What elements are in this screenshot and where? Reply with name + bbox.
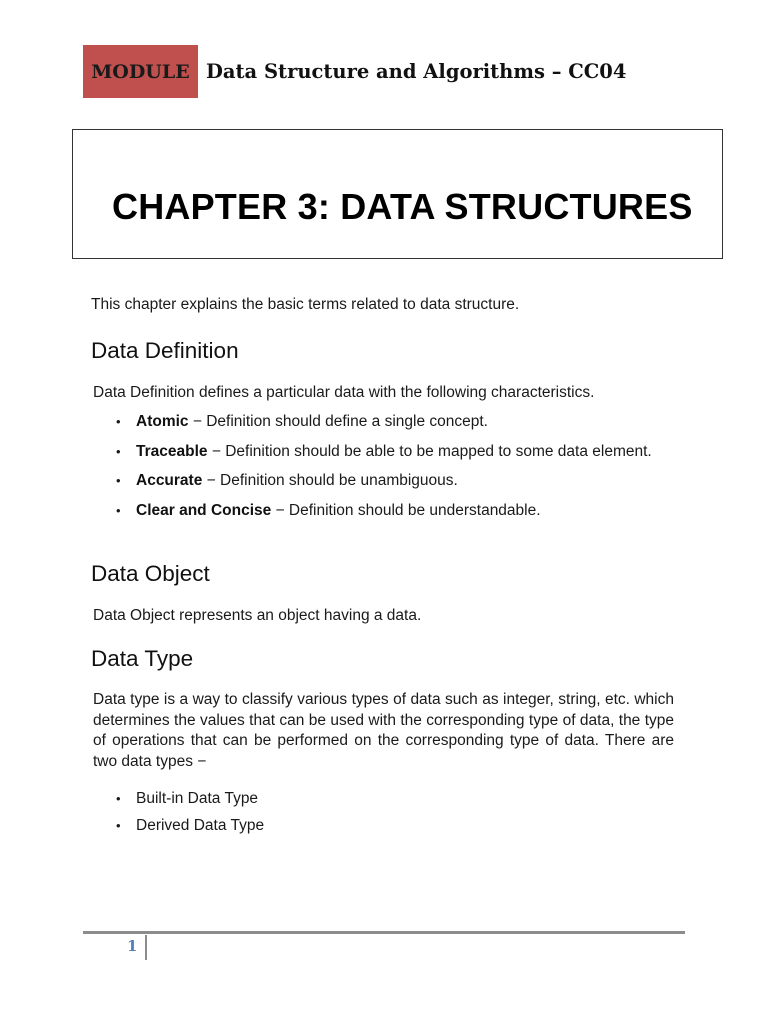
list-item	[110, 471, 675, 492]
page-number: 1	[127, 937, 138, 955]
bullet-icon: •	[116, 473, 121, 488]
bullet-icon: •	[116, 414, 121, 429]
heading-data-type: Data Type	[91, 646, 194, 671]
list-item	[110, 816, 675, 837]
page-number-divider	[145, 935, 147, 960]
chapter-title-box	[72, 129, 723, 259]
characteristics-list	[110, 412, 675, 521]
term-clear-concise: Clear and Concise	[136, 501, 272, 519]
data-type-builtin: Built-in Data Type	[136, 790, 259, 807]
term-accurate: Accurate	[136, 472, 203, 489]
module-header	[83, 45, 626, 98]
heading-data-definition: Data Definition	[91, 338, 239, 363]
data-type-paragraph: Data type is a way to classify various types of data such as integer, string, etc. which determines the values that can be used with the corresponding type of data, the type of operations that can be performed on the corresponding type of data. There are two data types −	[93, 691, 674, 770]
desc-accurate: − Definition should be unambiguous.	[202, 472, 458, 489]
desc-clear-concise: − Definition should be understandable.	[271, 501, 541, 519]
module-title: Data Structure and Algorithms – CC04	[206, 60, 627, 83]
data-object-paragraph: Data Object represents an object having a data.	[93, 607, 422, 624]
bullet-icon: •	[116, 443, 121, 459]
heading-data-object: Data Object	[91, 561, 210, 586]
term-atomic: Atomic	[136, 413, 189, 430]
module-badge: MODULE	[83, 45, 198, 98]
term-traceable: Traceable	[136, 442, 208, 460]
list-item	[110, 789, 675, 810]
list-item	[110, 412, 675, 433]
bullet-icon: •	[116, 817, 121, 833]
list-item	[110, 442, 675, 463]
data-definition-paragraph: Data Definition defines a particular data with the following characteristics.	[93, 384, 595, 401]
footer-rule	[83, 931, 685, 934]
intro-paragraph: This chapter explains the basic terms related to data structure.	[91, 296, 520, 313]
data-type-derived: Derived Data Type	[136, 816, 265, 834]
chapter-title: CHAPTER 3: DATA STRUCTURES	[112, 186, 693, 227]
data-types-list	[110, 789, 675, 836]
list-item	[110, 501, 675, 522]
desc-traceable: − Definition should be able to be mapped to some data element.	[207, 442, 652, 460]
bullet-icon: •	[116, 791, 121, 806]
bullet-icon: •	[116, 502, 121, 518]
desc-atomic: − Definition should define a single concept.	[188, 413, 488, 430]
